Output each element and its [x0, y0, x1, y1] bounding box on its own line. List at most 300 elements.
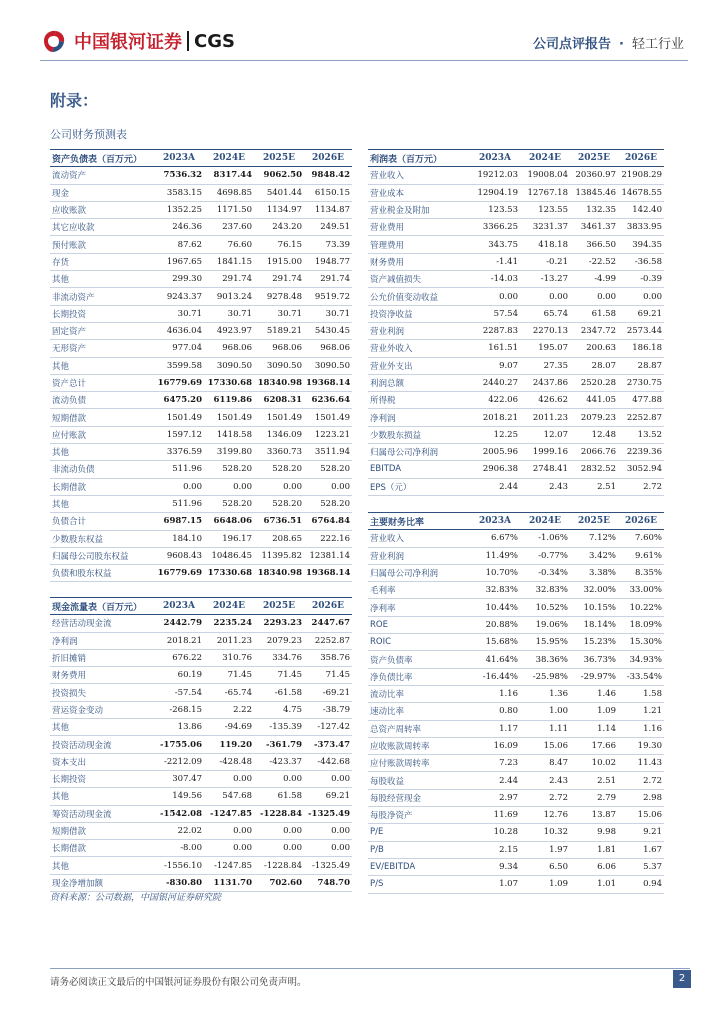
value-cell: 69.21: [304, 788, 352, 805]
value-cell: 19.06%: [520, 616, 570, 633]
year-header: 2026E: [304, 598, 352, 615]
value-cell: 1.36: [520, 685, 570, 702]
table-row: [368, 582, 664, 599]
data-source-note: 资料来源：公司数据，中国银河证券研究院: [50, 893, 222, 903]
value-cell: 0.00: [304, 478, 352, 495]
row-label: 投资净收益: [368, 305, 470, 322]
value-cell: 2730.75: [618, 374, 664, 391]
value-cell: 17330.68: [204, 374, 254, 391]
value-cell: 9519.72: [304, 288, 352, 305]
value-cell: 237.60: [204, 219, 254, 236]
value-cell: -1247.85: [204, 805, 254, 822]
table-row: [368, 547, 664, 564]
value-cell: 6150.15: [304, 184, 352, 201]
table-row: [50, 374, 352, 391]
value-cell: 19368.14: [304, 565, 352, 582]
value-cell: 71.45: [254, 667, 304, 684]
value-cell: 6.67%: [470, 530, 520, 547]
row-label: 每股经营现金: [368, 789, 470, 806]
value-cell: 6736.51: [254, 513, 304, 530]
table-title: 资产负债表（百万元）: [50, 150, 154, 167]
value-cell: -33.54%: [618, 668, 664, 685]
table-row: [50, 736, 352, 753]
value-cell: 2.51: [570, 772, 618, 789]
row-label: 资产负债率: [368, 651, 470, 668]
value-cell: -14.03: [470, 271, 520, 288]
row-label: ROIC: [368, 634, 470, 651]
value-cell: -0.39: [618, 271, 664, 288]
value-cell: 3376.59: [154, 444, 204, 461]
value-cell: 10.70%: [470, 564, 520, 581]
table-row: [368, 737, 664, 754]
table-row: [368, 184, 664, 201]
row-label: 经营活动现金流: [50, 615, 154, 632]
value-cell: 15.30%: [618, 634, 664, 651]
value-cell: 1501.49: [254, 409, 304, 426]
value-cell: 1501.49: [154, 409, 204, 426]
table-row: [50, 840, 352, 857]
value-cell: 2066.76: [570, 444, 618, 461]
value-cell: 2018.21: [470, 409, 520, 426]
value-cell: 0.00: [204, 478, 254, 495]
value-cell: 208.65: [254, 530, 304, 547]
value-cell: 3583.15: [154, 184, 204, 201]
value-cell: -65.74: [204, 684, 254, 701]
value-cell: 20360.97: [570, 167, 618, 184]
value-cell: -1247.85: [204, 857, 254, 874]
value-cell: 0.00: [254, 478, 304, 495]
table-row: [368, 720, 664, 737]
value-cell: 334.76: [254, 649, 304, 666]
table-row: [368, 167, 664, 184]
value-cell: -2212.09: [154, 753, 204, 770]
row-label: 财务费用: [368, 253, 470, 270]
industry-label: 轻工行业: [631, 37, 684, 52]
value-cell: 1.01: [570, 876, 618, 893]
value-cell: 2252.87: [304, 632, 352, 649]
value-cell: 9.21: [618, 824, 664, 841]
value-cell: 418.18: [520, 236, 570, 253]
value-cell: 12.25: [470, 426, 520, 443]
row-label: 现金: [50, 184, 154, 201]
value-cell: 2.44: [470, 478, 520, 495]
value-cell: 57.54: [470, 305, 520, 322]
value-cell: -25.98%: [520, 668, 570, 685]
value-cell: 2.15: [470, 841, 520, 858]
table-row: [368, 461, 664, 478]
value-cell: 1346.09: [254, 426, 304, 443]
value-cell: 968.06: [254, 340, 304, 357]
value-cell: 149.56: [154, 788, 204, 805]
row-label: 每股净资产: [368, 807, 470, 824]
table-row: [368, 858, 664, 875]
value-cell: 18.14%: [570, 616, 618, 633]
value-cell: 2.98: [618, 789, 664, 806]
value-cell: 3833.95: [618, 219, 664, 236]
table-row: [368, 703, 664, 720]
row-label: 营运资金变动: [50, 701, 154, 718]
table-row: [368, 305, 664, 322]
value-cell: 3511.94: [304, 444, 352, 461]
row-label: EV/EBITDA: [368, 858, 470, 875]
row-label: 流动负债: [50, 392, 154, 409]
year-header: 2023A: [470, 513, 520, 530]
table-row: [50, 513, 352, 530]
value-cell: 41.64%: [470, 651, 520, 668]
value-cell: 0.00: [570, 288, 618, 305]
value-cell: 5430.45: [304, 322, 352, 339]
value-cell: 1948.77: [304, 253, 352, 270]
value-cell: -1.41: [470, 253, 520, 270]
value-cell: -135.39: [254, 719, 304, 736]
row-label: 筹资活动现金流: [50, 805, 154, 822]
value-cell: 2005.96: [470, 444, 520, 461]
value-cell: 12904.19: [470, 184, 520, 201]
value-cell: 123.53: [470, 201, 520, 218]
value-cell: 161.51: [470, 340, 520, 357]
value-cell: 1501.49: [204, 409, 254, 426]
row-label: 预付账款: [50, 236, 154, 253]
value-cell: 10.02: [570, 755, 618, 772]
value-cell: 61.58: [570, 305, 618, 322]
value-cell: 1223.21: [304, 426, 352, 443]
row-label: 资产减值损失: [368, 271, 470, 288]
value-cell: 366.50: [570, 236, 618, 253]
value-cell: -361.79: [254, 736, 304, 753]
value-cell: 1.67: [618, 841, 664, 858]
table-row: [368, 236, 664, 253]
row-label: EBITDA: [368, 461, 470, 478]
report-type: 公司点评报告: [533, 37, 612, 52]
value-cell: -8.00: [154, 840, 204, 857]
value-cell: 1418.58: [204, 426, 254, 443]
value-cell: 2437.86: [520, 374, 570, 391]
tag-separator: ·: [619, 37, 624, 52]
value-cell: 16779.69: [154, 565, 204, 582]
value-cell: -1542.08: [154, 805, 204, 822]
table-row: [50, 667, 352, 684]
table-row: [50, 236, 352, 253]
value-cell: 3052.94: [618, 461, 664, 478]
table-title: 现金流量表（百万元）: [50, 598, 154, 615]
value-cell: 6.06: [570, 858, 618, 875]
page-number: 2: [673, 970, 691, 988]
financial-ratios-table: [368, 512, 664, 894]
value-cell: 19008.04: [520, 167, 570, 184]
value-cell: 2293.23: [254, 615, 304, 632]
row-label: 营业外支出: [368, 357, 470, 374]
value-cell: 13.86: [154, 719, 204, 736]
footer-divider: [50, 968, 690, 969]
value-cell: 3090.50: [254, 357, 304, 374]
value-cell: 10.44%: [470, 599, 520, 616]
value-cell: 17.66: [570, 737, 618, 754]
table-row: [368, 392, 664, 409]
value-cell: 1.46: [570, 685, 618, 702]
value-cell: 186.18: [618, 340, 664, 357]
value-cell: 7.12%: [570, 530, 618, 547]
value-cell: -69.21: [304, 684, 352, 701]
value-cell: 1171.50: [204, 201, 254, 218]
value-cell: 0.80: [470, 703, 520, 720]
row-label: 其他: [50, 495, 154, 512]
value-cell: 0.00: [254, 770, 304, 787]
row-label: 负债和股东权益: [50, 565, 154, 582]
row-label: P/S: [368, 876, 470, 893]
table-row: [368, 772, 664, 789]
table-row: [50, 288, 352, 305]
value-cell: 291.74: [204, 271, 254, 288]
value-cell: 32.83%: [470, 582, 520, 599]
value-cell: 1352.25: [154, 201, 204, 218]
value-cell: 13845.46: [570, 184, 618, 201]
value-cell: 30.71: [304, 305, 352, 322]
value-cell: 7.60%: [618, 530, 664, 547]
row-label: 应付账款周转率: [368, 755, 470, 772]
value-cell: 3199.80: [204, 444, 254, 461]
page-header: [0, 0, 724, 62]
value-cell: 968.06: [204, 340, 254, 357]
value-cell: 2270.13: [520, 322, 570, 339]
value-cell: -61.58: [254, 684, 304, 701]
table-row: [50, 461, 352, 478]
row-label: 营业外收入: [368, 340, 470, 357]
value-cell: 3090.50: [304, 357, 352, 374]
row-label: EPS（元）: [368, 478, 470, 495]
value-cell: 2442.79: [154, 615, 204, 632]
row-label: 归属母公司股东权益: [50, 547, 154, 564]
galaxy-logo-icon: [40, 27, 68, 55]
value-cell: 1.14: [570, 720, 618, 737]
row-label: 其他: [50, 788, 154, 805]
table-row: [50, 495, 352, 512]
value-cell: 184.10: [154, 530, 204, 547]
row-label: 流动资产: [50, 167, 154, 184]
value-cell: 5401.44: [254, 184, 304, 201]
value-cell: 32.83%: [520, 582, 570, 599]
row-label: 其他: [50, 357, 154, 374]
value-cell: 30.71: [254, 305, 304, 322]
value-cell: 0.00: [254, 822, 304, 839]
value-cell: 2906.38: [470, 461, 520, 478]
value-cell: 7.23: [470, 755, 520, 772]
table-row: [368, 651, 664, 668]
value-cell: 1999.16: [520, 444, 570, 461]
value-cell: 10.32: [520, 824, 570, 841]
value-cell: 426.62: [520, 392, 570, 409]
table-row: [50, 719, 352, 736]
table-title: 主要财务比率: [368, 513, 470, 530]
table-row: [50, 788, 352, 805]
value-cell: 8317.44: [204, 167, 254, 184]
table-row: [368, 824, 664, 841]
value-cell: 2347.72: [570, 322, 618, 339]
value-cell: 12381.14: [304, 547, 352, 564]
value-cell: -13.27: [520, 271, 570, 288]
row-label: 所得税: [368, 392, 470, 409]
table-row: [368, 426, 664, 443]
table-row: [50, 409, 352, 426]
table-row: [50, 822, 352, 839]
value-cell: 6119.86: [204, 392, 254, 409]
table-row: [50, 753, 352, 770]
table-header-row: [368, 150, 664, 167]
row-label: 无形资产: [50, 340, 154, 357]
value-cell: -127.42: [304, 719, 352, 736]
value-cell: 22.02: [154, 822, 204, 839]
row-label: 非流动负债: [50, 461, 154, 478]
value-cell: 1.09: [570, 703, 618, 720]
value-cell: 119.20: [204, 736, 254, 753]
value-cell: 1.07: [470, 876, 520, 893]
value-cell: 17330.68: [204, 565, 254, 582]
value-cell: 3.38%: [570, 564, 618, 581]
table-row: [50, 770, 352, 787]
value-cell: 0.00: [304, 770, 352, 787]
value-cell: 9.07: [470, 357, 520, 374]
logo-english-name: CGS: [194, 30, 235, 52]
value-cell: 5189.21: [254, 322, 304, 339]
footer-disclaimer: 请务必阅读正文最后的中国银河证券股份有限公司免责声明。: [50, 977, 307, 988]
table-row: [50, 565, 352, 582]
value-cell: -1228.84: [254, 805, 304, 822]
value-cell: 2.43: [520, 478, 570, 495]
value-cell: 249.51: [304, 219, 352, 236]
value-cell: 10486.45: [204, 547, 254, 564]
value-cell: 1967.65: [154, 253, 204, 270]
row-label: 其它应收款: [50, 219, 154, 236]
value-cell: 9062.50: [254, 167, 304, 184]
value-cell: -57.54: [154, 684, 204, 701]
value-cell: 15.06: [520, 737, 570, 754]
value-cell: 702.60: [254, 874, 304, 891]
value-cell: 9013.24: [204, 288, 254, 305]
value-cell: 73.39: [304, 236, 352, 253]
value-cell: 27.35: [520, 357, 570, 374]
table-row: [50, 701, 352, 718]
row-label: 净负债比率: [368, 668, 470, 685]
logo-divider: [187, 31, 189, 51]
value-cell: 12.76: [520, 807, 570, 824]
table-row: [368, 271, 664, 288]
value-cell: 2079.23: [570, 409, 618, 426]
income-statement-table: [368, 149, 664, 496]
value-cell: 16779.69: [154, 374, 204, 391]
row-label: 其他: [50, 444, 154, 461]
value-cell: 13.87: [570, 807, 618, 824]
value-cell: -442.68: [304, 753, 352, 770]
table-row: [368, 444, 664, 461]
value-cell: 38.36%: [520, 651, 570, 668]
value-cell: 1915.00: [254, 253, 304, 270]
row-label: 长期借款: [50, 478, 154, 495]
value-cell: 0.00: [618, 288, 664, 305]
logo-chinese-name: 中国银河证券: [74, 32, 182, 53]
table-row: [368, 599, 664, 616]
value-cell: 243.20: [254, 219, 304, 236]
value-cell: 1.16: [618, 720, 664, 737]
value-cell: 291.74: [254, 271, 304, 288]
row-label: 毛利率: [368, 582, 470, 599]
row-label: 应付账款: [50, 426, 154, 443]
value-cell: 30.71: [154, 305, 204, 322]
row-label: 存货: [50, 253, 154, 270]
value-cell: 528.20: [204, 495, 254, 512]
row-label: 应收账款周转率: [368, 737, 470, 754]
table-header-row: [50, 150, 352, 167]
row-label: 归属母公司净利润: [368, 444, 470, 461]
row-label: 营业利润: [368, 322, 470, 339]
table-row: [368, 253, 664, 270]
value-cell: 2287.83: [470, 322, 520, 339]
value-cell: 2573.44: [618, 322, 664, 339]
year-header: 2023A: [154, 150, 204, 167]
year-header: 2026E: [304, 150, 352, 167]
value-cell: 9848.42: [304, 167, 352, 184]
value-cell: 21908.29: [618, 167, 664, 184]
value-cell: 2079.23: [254, 632, 304, 649]
value-cell: 15.68%: [470, 634, 520, 651]
table-row: [368, 288, 664, 305]
row-label: 资本支出: [50, 753, 154, 770]
value-cell: 441.05: [570, 392, 618, 409]
value-cell: 0.94: [618, 876, 664, 893]
table-row: [368, 807, 664, 824]
value-cell: 1501.49: [304, 409, 352, 426]
value-cell: 6987.15: [154, 513, 204, 530]
company-logo: [40, 27, 235, 55]
value-cell: -29.97%: [570, 668, 618, 685]
value-cell: 2.44: [470, 772, 520, 789]
year-header: 2025E: [254, 598, 304, 615]
value-cell: 71.45: [204, 667, 254, 684]
value-cell: 1134.87: [304, 201, 352, 218]
value-cell: 19.30: [618, 737, 664, 754]
table-row: [50, 253, 352, 270]
row-label: 折旧摊销: [50, 649, 154, 666]
table-row: [368, 201, 664, 218]
value-cell: 18340.98: [254, 374, 304, 391]
value-cell: 0.00: [470, 288, 520, 305]
value-cell: 977.04: [154, 340, 204, 357]
row-label: 营业税金及附加: [368, 201, 470, 218]
table-row: [368, 322, 664, 339]
row-label: 营业收入: [368, 530, 470, 547]
year-header: 2026E: [618, 513, 664, 530]
value-cell: 10.22%: [618, 599, 664, 616]
value-cell: 2.22: [204, 701, 254, 718]
value-cell: -428.48: [204, 753, 254, 770]
value-cell: -423.37: [254, 753, 304, 770]
value-cell: 5.37: [618, 858, 664, 875]
table-row: [368, 374, 664, 391]
table-row: [50, 357, 352, 374]
table-row: [50, 615, 352, 632]
value-cell: 676.22: [154, 649, 204, 666]
value-cell: 2.79: [570, 789, 618, 806]
table-row: [368, 634, 664, 651]
row-label: P/B: [368, 841, 470, 858]
value-cell: 222.16: [304, 530, 352, 547]
table-row: [50, 805, 352, 822]
table-row: [50, 201, 352, 218]
value-cell: 200.63: [570, 340, 618, 357]
value-cell: 511.96: [154, 461, 204, 478]
table-row: [368, 789, 664, 806]
value-cell: 9608.43: [154, 547, 204, 564]
value-cell: 528.20: [304, 495, 352, 512]
table-row: [50, 219, 352, 236]
